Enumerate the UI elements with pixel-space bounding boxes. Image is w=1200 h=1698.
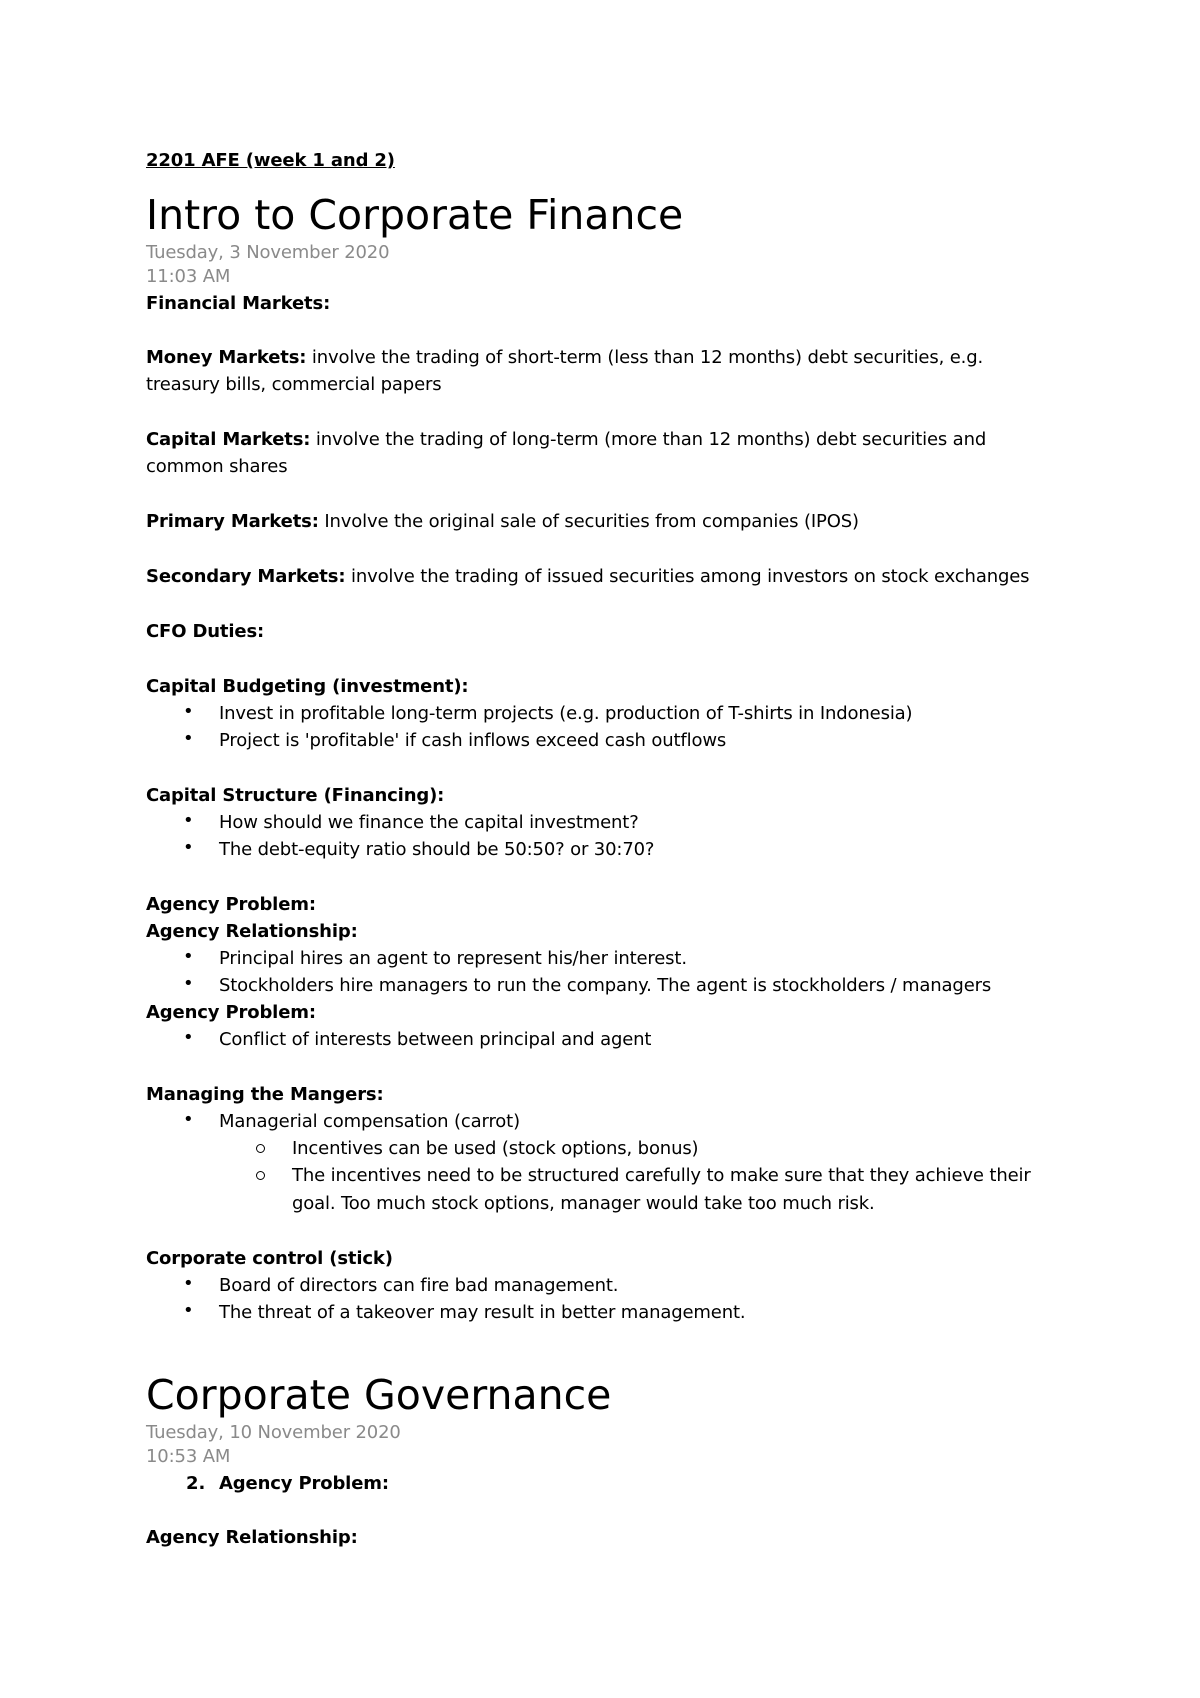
list-item: Principal hires an agent to represent his/her interest. [219, 948, 687, 969]
section-time: 10:53 AM [146, 1446, 231, 1467]
sub-list-item: Incentives can be used (stock options, bonus) [292, 1138, 699, 1159]
list-item: Stockholders hire managers to run the company. The agent is stockholders / managers [219, 975, 992, 996]
agency-relationship-heading-2: Agency Relationship: [146, 1527, 358, 1548]
section-time: 11:03 AM [146, 266, 231, 287]
financial-markets-heading: Financial Markets: [146, 293, 331, 314]
section-date: Tuesday, 10 November 2020 [146, 1422, 401, 1443]
agency-problem-heading-2: Agency Problem: [146, 1002, 316, 1023]
bullet-icon: • [183, 837, 194, 858]
agency-relationship-heading: Agency Relationship: [146, 921, 358, 942]
secondary-markets-paragraph [146, 566, 1029, 588]
bullet-icon: • [183, 728, 194, 749]
list-item: Board of directors can fire bad management. [219, 1275, 619, 1296]
bullet-icon: • [183, 701, 194, 722]
bullet-icon: • [183, 973, 194, 994]
sub-list-item: The incentives need to be structured carefully to make sure that they achieve their [292, 1165, 1031, 1186]
circle-bullet-icon [256, 1171, 265, 1180]
bullet-icon: • [183, 1273, 194, 1294]
sub-list-item-cont: goal. Too much stock options, manager would take too much risk. [292, 1193, 875, 1214]
secondary-markets-term: Secondary Markets: [146, 566, 346, 587]
capital-markets-text-cont: common shares [146, 456, 288, 477]
managing-managers-heading: Managing the Mangers: [146, 1084, 384, 1105]
cfo-duties-heading: CFO Duties: [146, 621, 265, 642]
capital-markets-paragraph [146, 429, 986, 451]
list-item: The threat of a takeover may result in better management. [219, 1302, 746, 1323]
list-item: How should we finance the capital investment? [219, 812, 639, 833]
bullet-icon: • [183, 946, 194, 967]
capital-markets-text: involve the trading of long-term (more than 12 months) debt securities and [310, 429, 987, 450]
agency-problem-heading: Agency Problem: [146, 894, 316, 915]
money-markets-paragraph [146, 347, 983, 369]
money-markets-text-cont: treasury bills, commercial papers [146, 374, 442, 395]
numbered-item-heading: Agency Problem: [219, 1473, 389, 1494]
bullet-icon: • [183, 1109, 194, 1130]
bullet-icon: • [183, 1300, 194, 1321]
section-title-governance: Corporate Governance [146, 1371, 612, 1419]
primary-markets-paragraph [146, 511, 859, 533]
capital-markets-term: Capital Markets: [146, 429, 311, 450]
secondary-markets-text: involve the trading of issued securities among investors on stock exchanges [345, 566, 1030, 587]
capital-structure-heading: Capital Structure (Financing): [146, 785, 445, 806]
bullet-icon: • [183, 1027, 194, 1048]
section-title-intro: Intro to Corporate Finance [146, 191, 684, 239]
list-item: The debt-equity ratio should be 50:50? or 30:70? [219, 839, 655, 860]
money-markets-term: Money Markets: [146, 347, 307, 368]
money-markets-text: involve the trading of short-term (less than 12 months) debt securities, e.g. [306, 347, 984, 368]
section-date: Tuesday, 3 November 2020 [146, 242, 390, 263]
list-number: 2. [186, 1473, 206, 1494]
list-item: Invest in profitable long-term projects (e.g. production of T-shirts in Indonesia) [219, 703, 913, 724]
corporate-control-heading: Corporate control (stick) [146, 1248, 393, 1269]
list-item: Conflict of interests between principal and agent [219, 1029, 652, 1050]
primary-markets-text: Involve the original sale of securities from companies (IPOS) [318, 511, 859, 532]
circle-bullet-icon [256, 1144, 265, 1153]
bullet-icon: • [183, 810, 194, 831]
list-item: Project is 'profitable' if cash inflows exceed cash outflows [219, 730, 727, 751]
capital-budgeting-heading: Capital Budgeting (investment): [146, 676, 469, 697]
primary-markets-term: Primary Markets: [146, 511, 319, 532]
course-heading: 2201 AFE (week 1 and 2) [146, 150, 395, 171]
list-item: Managerial compensation (carrot) [219, 1111, 520, 1132]
